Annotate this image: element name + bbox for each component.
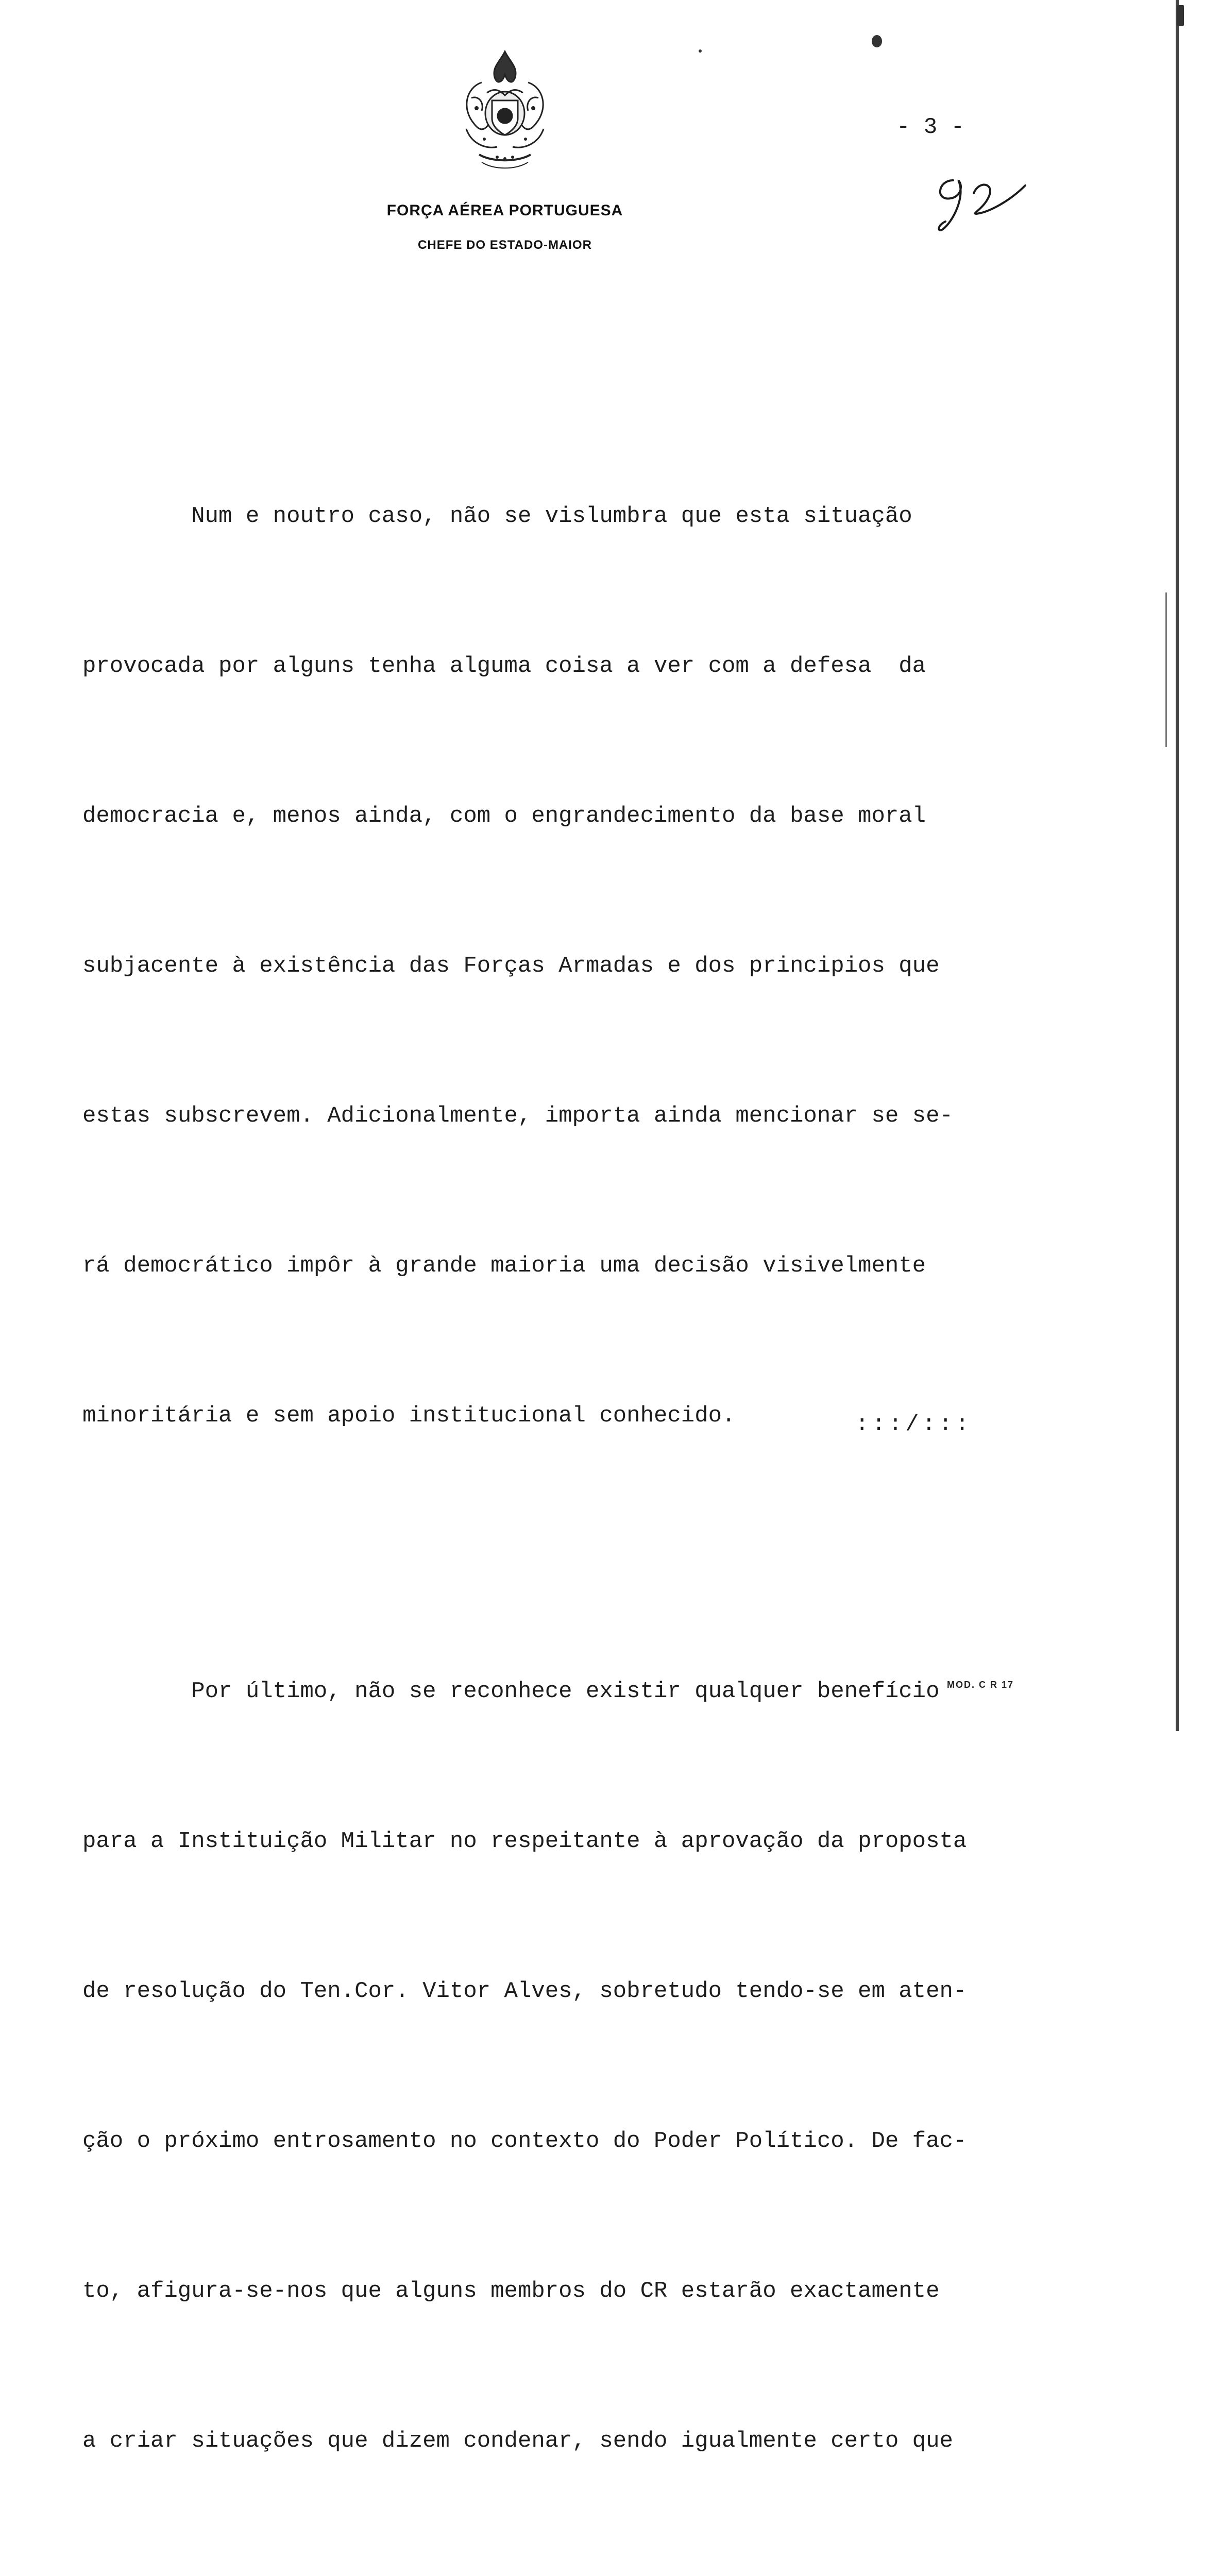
body-line: provocada por alguns tenha alguma coisa a ver com a defesa da — [82, 653, 926, 679]
scan-speck — [699, 49, 702, 53]
body-line: Num e noutro caso, não se vislumbra que esta situação — [82, 503, 912, 529]
body-line: to, afigura-se-nos que alguns membros do CR estarão exactamente — [82, 2278, 940, 2304]
body-line: democracia e, menos ainda, com o engrandecimento da base moral — [82, 803, 926, 829]
body-line: de resolução do Ten.Cor. Vitor Alves, sobretudo tendo-se em aten- — [82, 1978, 967, 2004]
letterhead-organization: FORÇA AÉREA PORTUGUESA — [386, 202, 623, 219]
body-line: subjacente à existência das Forças Armadas e dos principios que — [82, 953, 940, 979]
handwritten-folio-number — [922, 165, 1036, 237]
body-line: minoritária e sem apoio institucional conhecido. — [82, 1403, 736, 1429]
body-line: para a Instituição Militar no respeitante à aprovação da proposta — [82, 1828, 967, 1854]
body-line: ção o próximo entrosamento no contexto do Poder Político. De fac- — [82, 2128, 967, 2154]
scan-edge-line — [1176, 0, 1179, 1731]
coat-of-arms-emblem — [451, 46, 559, 185]
letter-body — [82, 392, 1051, 2576]
letterhead-office: CHEFE DO ESTADO-MAIOR — [418, 238, 592, 252]
form-code: MOD. C R 17 — [947, 1680, 1014, 1690]
body-line: Por último, não se reconhece existir qualquer benefício — [82, 1679, 940, 1704]
body-line — [82, 2566, 1051, 2576]
scan-edge-line — [1165, 592, 1167, 747]
body-line: estas subscrevem. Adicionalmente, importa ainda mencionar se se- — [82, 1103, 953, 1129]
page-number: - 3 - — [896, 114, 965, 140]
continuation-mark: :::/::: — [855, 1412, 972, 1437]
body-line: a criar situações que dizem condenar, sendo igualmente certo que — [82, 2428, 953, 2454]
body-line: rá democrático impôr à grande maioria uma decisão visivelmente — [82, 1253, 926, 1279]
scan-speck — [1177, 5, 1184, 26]
scan-speck — [872, 35, 882, 47]
